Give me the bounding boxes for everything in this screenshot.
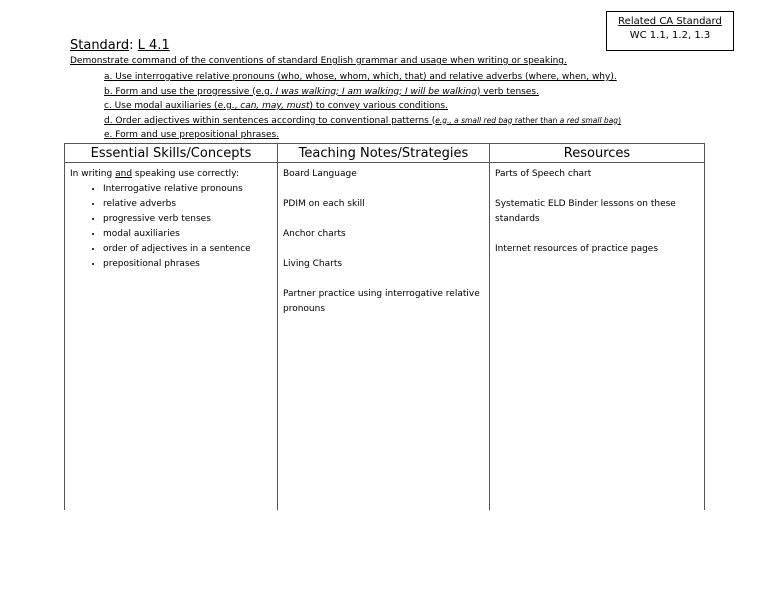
substandard-a: a. Use interrogative relative pronouns (who, whose, whom, which, that) and relative adverbs (where, when, why). — [104, 72, 617, 82]
note-item: Anchor charts — [283, 229, 346, 239]
substandard-b-end: ) verb tenses. — [476, 86, 539, 97]
substandard-b-example: I was walking; I am walking; I will be walking — [275, 86, 477, 97]
substandard-b — [104, 85, 621, 100]
resources-cell — [490, 163, 705, 511]
list-item: • modal auxiliaries — [103, 227, 272, 242]
header-skills: Essential Skills/Concepts — [65, 144, 278, 163]
standard-heading: Standard: L 4.1 — [70, 38, 170, 53]
skills-lead-and: and — [115, 169, 133, 179]
header-resources: Resources — [490, 144, 705, 163]
substandard-d-text: d. Order adjectives within sentences according to conventional patterns ( — [104, 115, 436, 126]
list-item: • prepositional phrases — [103, 257, 272, 272]
resource-item: Internet resources of practice pages — [495, 244, 659, 254]
header-notes: Teaching Notes/Strategies — [278, 144, 490, 163]
standard-code: L 4.1 — [137, 38, 170, 53]
example-close: ) — [618, 115, 621, 125]
list-item: • Interrogative relative pronouns — [103, 182, 272, 197]
substandard-c-example: can, may, must — [240, 101, 310, 111]
skills-lead-text: In writing — [70, 169, 116, 179]
notes-cell — [278, 163, 490, 511]
resource-item: Systematic ELD Binder lessons on these standards — [495, 199, 676, 224]
standard-intro: Demonstrate command of the conventions of standard English grammar and usage when writing or speaking. — [70, 56, 567, 66]
note-item: Partner practice using interrogative relative pronouns — [283, 289, 480, 314]
example-connector: rather than — [512, 115, 560, 125]
related-standard-box — [606, 11, 734, 51]
list-item: • relative adverbs — [103, 197, 272, 212]
list-item: • progressive verb tenses — [103, 212, 272, 227]
substandard-c — [104, 99, 621, 114]
example-correct: e.g., a small red bag — [435, 115, 513, 125]
related-standard-title: Related CA Standard — [618, 16, 722, 27]
resource-item: Parts of Speech chart — [495, 169, 592, 179]
substandard-c-text: c. Use modal auxiliaries (e.g., — [104, 101, 241, 111]
substandard-b-text: b. Form and use the progressive (e.g. — [104, 86, 276, 97]
skills-list — [70, 182, 272, 272]
standard-label: Standard — [70, 38, 130, 53]
list-item: • order of adjectives in a sentence — [103, 242, 272, 257]
substandard-list — [104, 70, 621, 143]
planning-table — [64, 143, 705, 510]
skills-lead — [70, 167, 272, 182]
substandard-d-example — [435, 116, 621, 125]
substandard-e: e. Form and use prepositional phrases. — [104, 130, 280, 140]
related-standard-codes: WC 1.1, 1.2, 1.3 — [629, 30, 711, 41]
skills-lead-end: speaking use correctly: — [132, 169, 239, 179]
substandard-c-end: ) to convey various conditions. — [309, 101, 448, 111]
note-item: Living Charts — [283, 259, 343, 269]
note-item: Board Language — [283, 169, 357, 179]
skills-cell — [65, 163, 278, 511]
note-item: PDIM on each skill — [283, 199, 365, 209]
example-incorrect: a red small bag — [559, 115, 619, 125]
substandard-d — [104, 114, 621, 129]
